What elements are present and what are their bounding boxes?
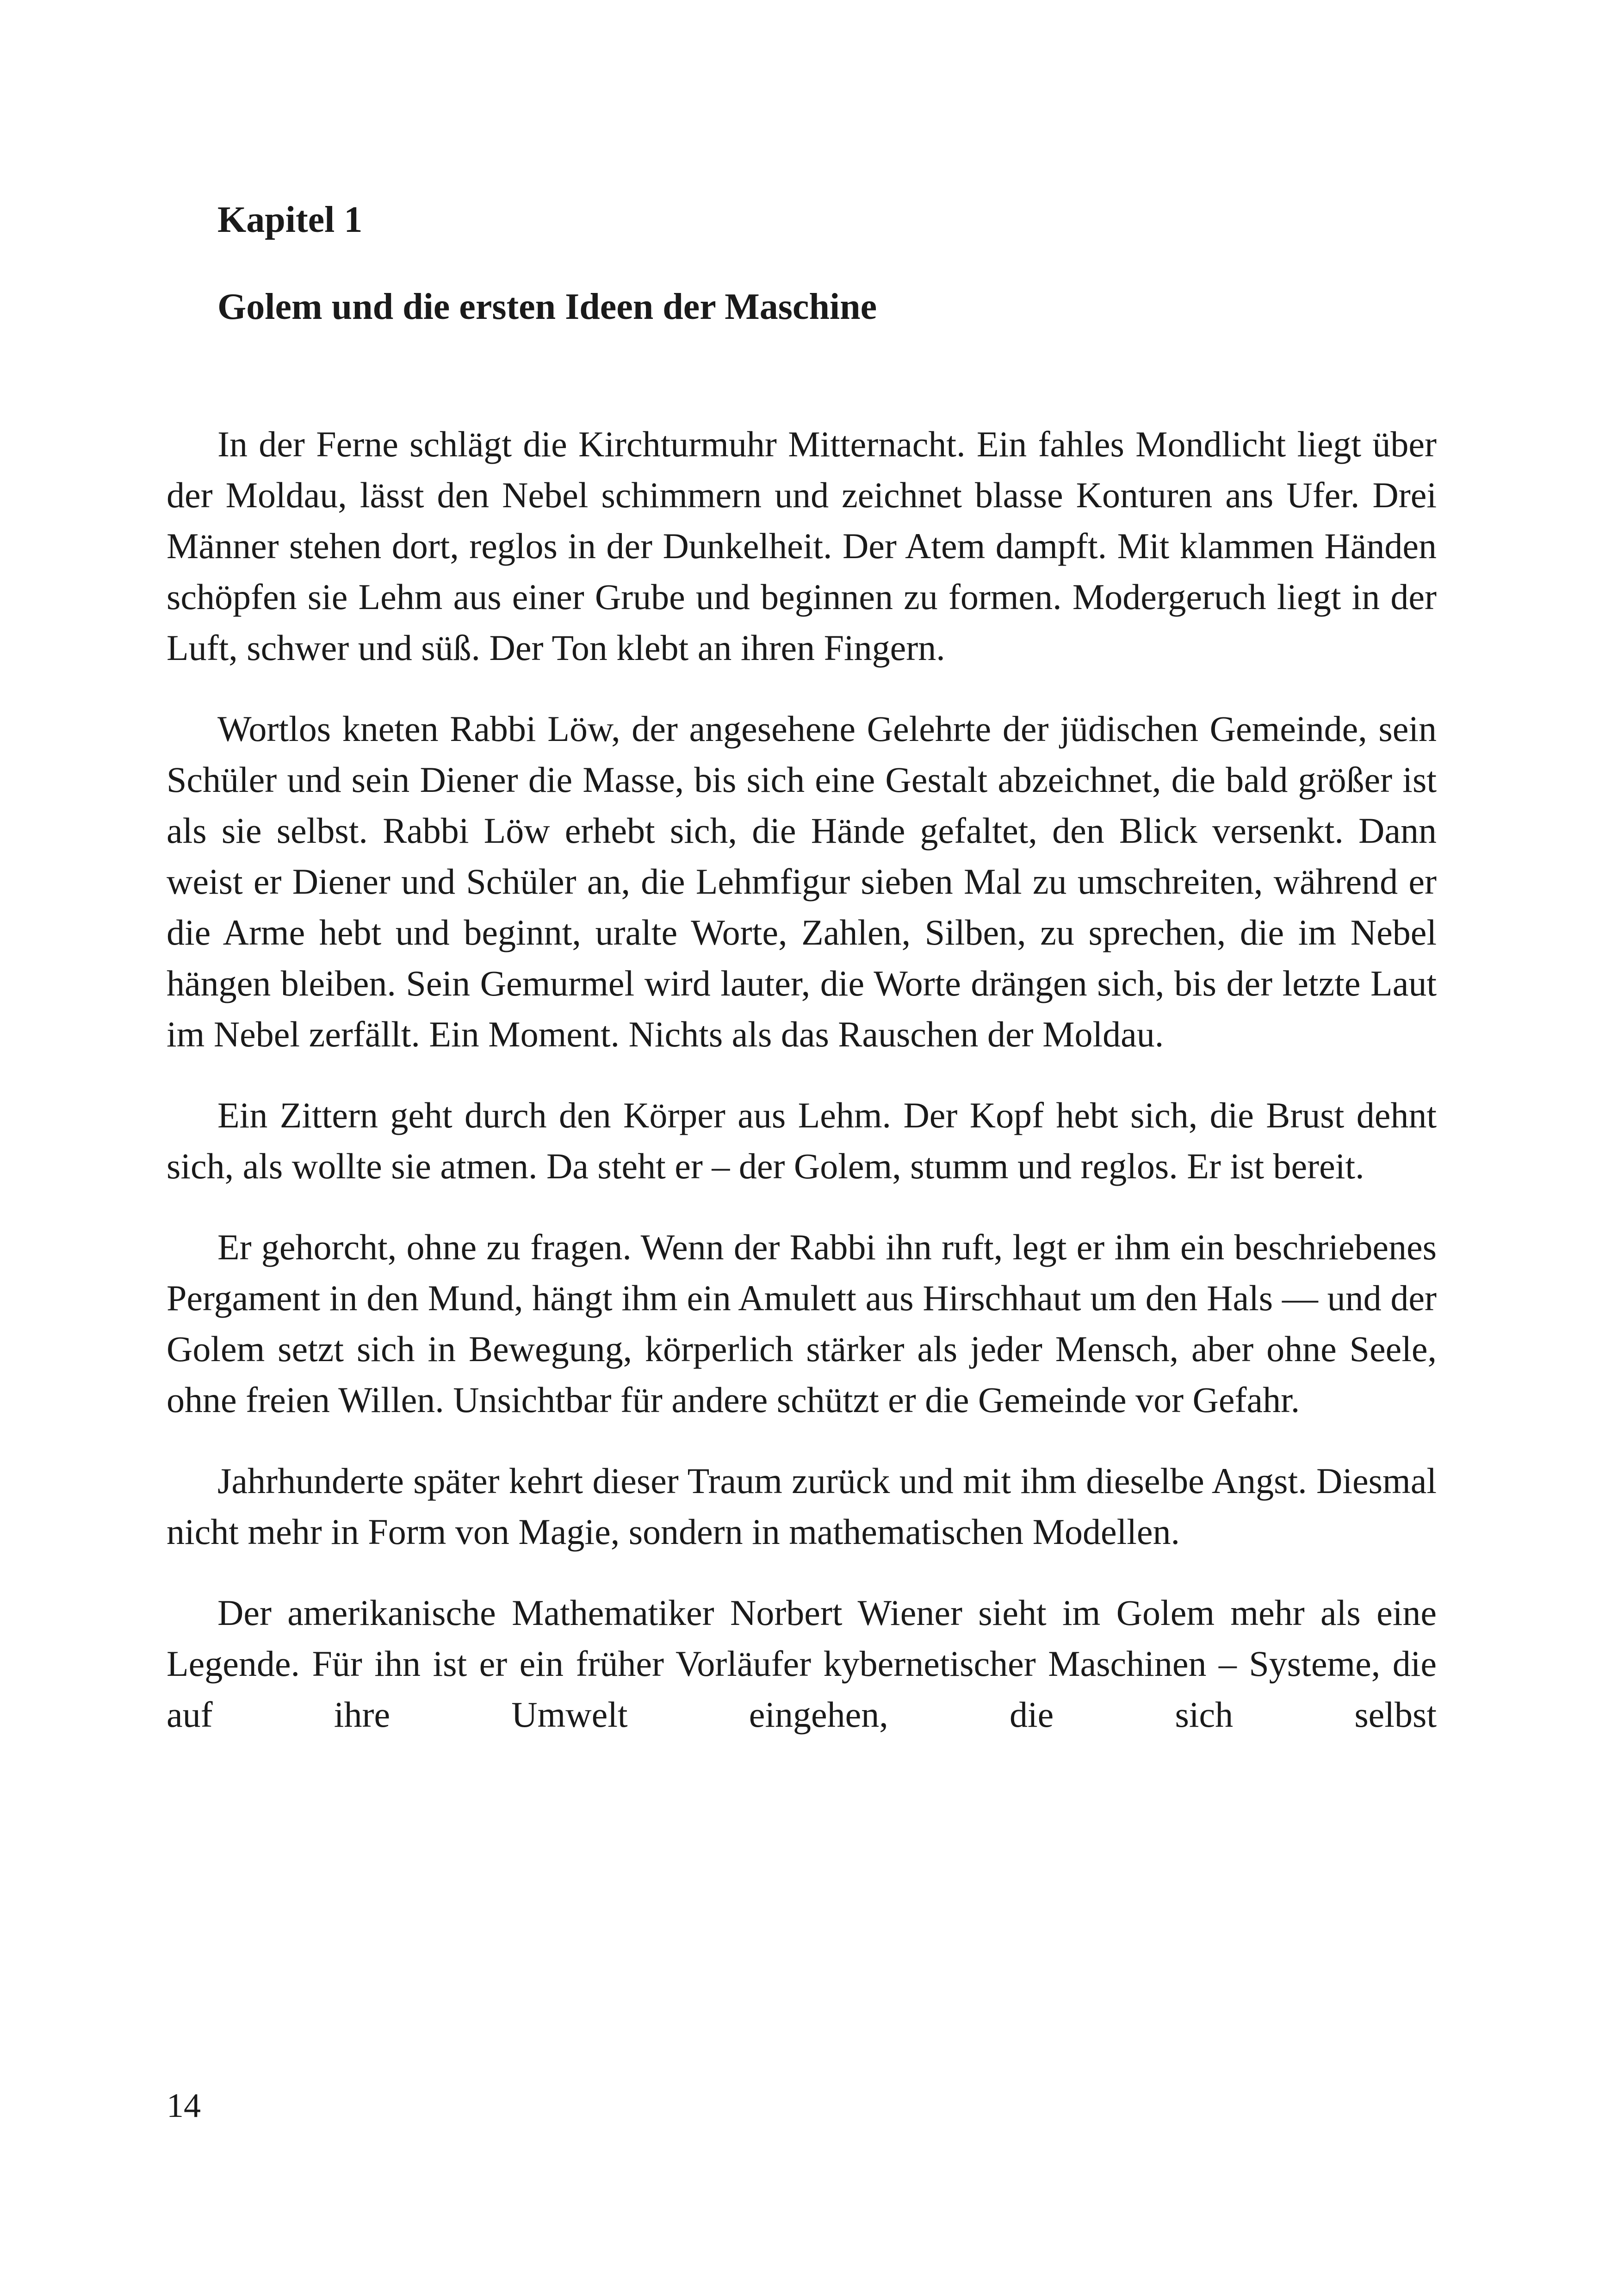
paragraph-5: Jahrhunderte später kehrt dieser Traum zurück und mit ihm dieselbe Angst. Diesmal nicht mehr in Form von Magie, sondern in mathematischen Modellen. bbox=[167, 1461, 1437, 1552]
chapter-label: Kapitel 1 bbox=[217, 199, 363, 240]
chapter-title: Golem und die ersten Ideen der Maschine bbox=[217, 286, 877, 327]
paragraph-6: Der amerikanische Mathematiker Norbert Wiener sieht im Golem mehr als eine Legende. Für ihn ist er ein früher Vorläufer kybernetischer Maschinen – Systeme, die auf ihre Umwelt eingehen, die sich selbst bbox=[167, 1593, 1437, 1735]
paragraph-3: Ein Zittern geht durch den Körper aus Lehm. Der Kopf hebt sich, die Brust dehnt sich, als wollte sie atmen. Da steht er – der Golem, stumm und reglos. Er ist bereit. bbox=[167, 1095, 1437, 1186]
paragraph-4: Er gehorcht, ohne zu fragen. Wenn der Rabbi ihn ruft, legt er ihm ein beschriebenes Pergament in den Mund, hängt ihm ein Amulett aus Hirschhaut um den Hals — und der Golem setzt sich in Bewegung, körperlich stärker als jeder Mensch, aber ohne Seele, ohne freien Willen. Unsichtbar für andere schützt er die Gemeinde vor Gefahr. bbox=[167, 1227, 1437, 1420]
paragraph-2: Wortlos kneten Rabbi Löw, der angesehene Gelehrte der jüdischen Gemeinde, sein Schüler und sein Diener die Masse, bis sich eine Gestalt abzeichnet, die bald größer ist als sie selbst. Rabbi Löw erhebt sich, die Hände gefaltet, den Blick versenkt. Dann weist er Diener und Schüler an, die Lehmfigur sieben Mal zu umschreiten, während er die Arme hebt und beginnt, uralte Worte, Zahlen, Silben, zu sprechen, die im Nebel hängen bleiben. Sein Gemurmel wird lauter, die Worte drängen sich, bis der letzte Laut im Nebel zerfällt. Ein Moment. Nichts als das Rauschen der Moldau. bbox=[167, 709, 1437, 1054]
paragraph-1: In der Ferne schlägt die Kirchturmuhr Mitternacht. Ein fahles Mondlicht liegt über der Moldau, lässt den Nebel schimmern und zeichnet blasse Konturen ans Ufer. Drei Männer stehen dort, reglos in der Dunkelheit. Der Atem dampft. Mit klammen Händen schöpfen sie Lehm aus einer Grube und beginnen zu formen. Modergeruch liegt in der Luft, schwer und süß. Der Ton klebt an ihren Fingern. bbox=[167, 424, 1437, 668]
page-number: 14 bbox=[167, 2087, 201, 2125]
chapter-heading bbox=[217, 194, 1467, 332]
body-text bbox=[167, 419, 1437, 1770]
